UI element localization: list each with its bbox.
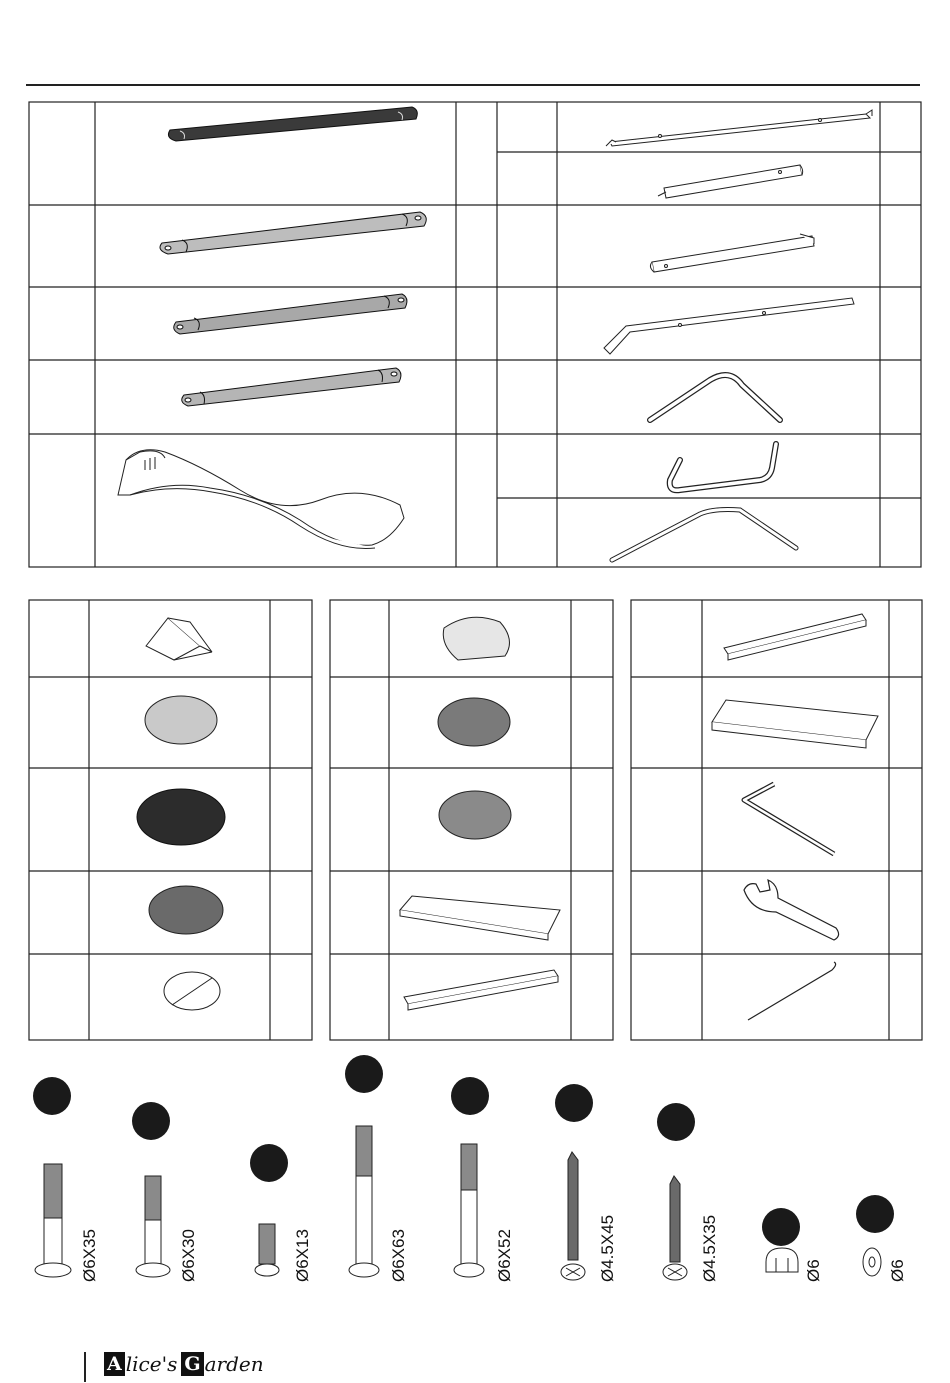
tube-part-4 (604, 298, 854, 354)
brand-logo (104, 1352, 264, 1376)
bar-part-short (182, 368, 401, 406)
bolt-6x52-icon (454, 1144, 484, 1277)
board-part (400, 896, 560, 940)
tube-part-arch-inner (650, 375, 780, 420)
hardware-label-screw-4-5x35: Ø4.5X35 (700, 1214, 719, 1282)
allen-key (744, 784, 834, 854)
bolt-6x30-icon (136, 1176, 170, 1277)
tube-part-1 (606, 110, 872, 146)
hardware-label-screw-4-5x45: Ø4.5X45 (598, 1214, 617, 1282)
hardware-marker-1 (33, 1077, 71, 1115)
hardware-marker-4 (345, 1055, 383, 1093)
brand-text-2: arden (204, 1352, 264, 1376)
hardware-marker-2 (132, 1102, 170, 1140)
tube-part-handle-inner (670, 444, 776, 490)
disc-light (145, 696, 217, 744)
triangle-bracket (146, 618, 212, 660)
hardware-marker-8 (762, 1208, 800, 1246)
hardware-marker-9 (856, 1195, 894, 1233)
washer-icon (863, 1248, 881, 1276)
disc-mid (149, 886, 223, 934)
disc-gray-1 (438, 698, 510, 746)
brand-initial-a: A (104, 1352, 125, 1376)
disc-half (164, 972, 220, 1010)
tube-part-long-arch (612, 510, 796, 561)
cap-nut-icon (766, 1248, 798, 1272)
hardware-marker-5 (451, 1077, 489, 1115)
hardware-label-bolt-6x30: Ø6X30 (179, 1229, 198, 1282)
footer-divider (84, 1352, 86, 1382)
hardware-label-bolt-6x63: Ø6X63 (389, 1229, 408, 1282)
screw-4-5x35-icon (663, 1176, 687, 1280)
disc-black (137, 789, 225, 845)
tube-part-3 (650, 234, 814, 272)
hardware-label-cap-nut: Ø6 (804, 1259, 823, 1282)
long-beam (724, 614, 866, 660)
brand-initial-g: G (181, 1352, 203, 1376)
plank-part (712, 700, 878, 748)
beam-part (404, 970, 558, 1010)
tube-part-2 (658, 165, 803, 198)
hardware-label-washer: Ø6 (888, 1259, 907, 1282)
screw-4-5x45-icon (561, 1152, 585, 1280)
hardware-marker-6 (555, 1084, 593, 1122)
bolt-6x13-icon (255, 1224, 279, 1276)
hardware-label-bolt-6x52: Ø6X52 (495, 1229, 514, 1282)
bolt-6x35-icon (35, 1164, 71, 1277)
slide-part (118, 450, 404, 549)
bar-part-dark (168, 107, 417, 141)
bar-part-light-long (160, 212, 426, 254)
hardware-marker-3 (250, 1144, 288, 1182)
leaf-plate (443, 617, 509, 660)
hardware-label-bolt-6x13: Ø6X13 (293, 1229, 312, 1282)
hardware-label-bolt-6x35: Ø6X35 (80, 1229, 99, 1282)
tube-part-arch (650, 375, 780, 420)
disc-gray-2 (439, 791, 511, 839)
bolt-6x63-icon (349, 1126, 379, 1277)
bar-part-mid (174, 294, 407, 334)
hardware-marker-7 (657, 1103, 695, 1141)
tube-part-long-arch-inner (612, 510, 796, 561)
wrench (744, 880, 839, 940)
pin-hook (748, 962, 836, 1020)
brand-text-1: lice's (125, 1352, 178, 1376)
